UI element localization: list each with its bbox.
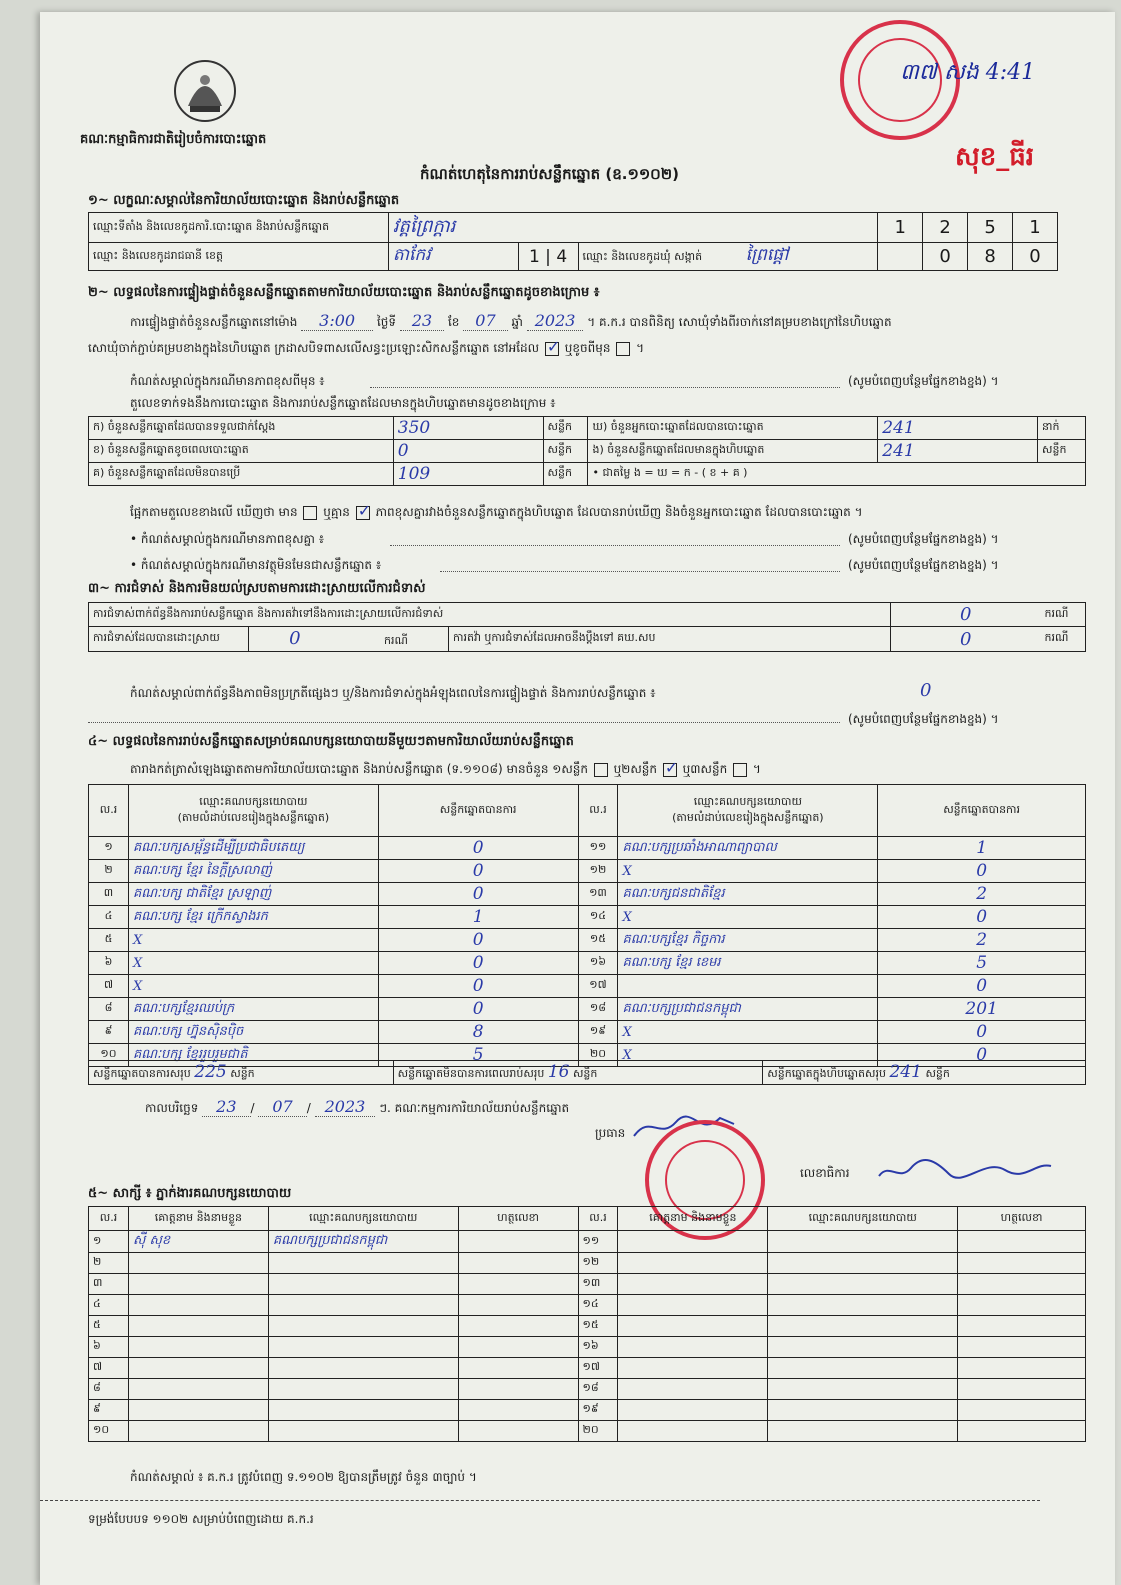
three-sheet-checkbox[interactable] — [733, 763, 747, 777]
vote-count: 8 — [378, 1021, 578, 1044]
witness-name-cell — [618, 1379, 768, 1400]
witness-signature-cell[interactable] — [458, 1358, 578, 1379]
witness-name-cell — [618, 1295, 768, 1316]
vote-count: 2 — [878, 883, 1086, 906]
witness-name-cell — [128, 1316, 268, 1337]
witness-row — [89, 1379, 1086, 1400]
row-number: ១ — [89, 1231, 129, 1253]
party-name: X — [128, 975, 378, 998]
witness-party-cell — [768, 1253, 958, 1274]
footnote: កំណត់សម្គាល់ ៖ គ.ក.រ ត្រូវបំពេញ ទ.១១០២ ឱ្យបានត្រឹមត្រូវ ចំនួន ៣ច្បាប់ ។ — [130, 1470, 477, 1484]
resolved-value: 0 ករណី — [249, 627, 449, 652]
witness-signature-cell[interactable] — [458, 1274, 578, 1295]
formula-note: • ជាតម្លៃ ង = ឃ = ក - ( ខ + គ ) — [588, 463, 1086, 486]
difference-note-line — [370, 387, 840, 388]
witness-name-cell — [128, 1379, 268, 1400]
seal-check-line: សោឃុំចាក់ភ្ជាប់គម្របខាងក្នុងនៃហិបឆ្នោត ក្រដាសបិទពាសលើសន្ធះប្រឡោះសិកសន្លឹកឆ្នោត នៅអដែល ✓ ឬខូចពីមុន ។ — [88, 341, 644, 356]
witness-row — [89, 1337, 1086, 1358]
discrepancy-line: ផ្អែកតាមតួលេខខាងលើ ឃើញថា មាន ឬគ្មាន ✓ ភាពខុសគ្នារវាងចំនួនសន្លឹកឆ្នោតក្នុងហិបឆ្នោត ដែលបានរាប់ឃើញ និងចំនួនអ្នកបោះឆ្នោត ដែលបានបោះឆ្នោត ។ — [130, 505, 863, 520]
witness-name-cell — [128, 1400, 268, 1421]
row-number: ១៩ — [578, 1021, 618, 1044]
figure-value: 241 — [878, 417, 1038, 440]
fill-back-note: (សូមបំពេញបន្ថែមផ្នែកខាងខ្នង) ។ — [848, 532, 999, 546]
witness-signature-cell[interactable] — [958, 1295, 1086, 1316]
witness-signature-cell[interactable] — [958, 1358, 1086, 1379]
witness-name-cell: ស៊ី សុខ — [128, 1231, 268, 1253]
vote-count: 5 — [378, 1044, 578, 1067]
row-number: ៩ — [89, 1021, 129, 1044]
party-name: គណៈបក្សសម្ព័ន្ធដើម្បីប្រជាធិបតេយ្យ — [128, 837, 378, 860]
witness-signature-cell[interactable] — [958, 1337, 1086, 1358]
col-name-header: គោត្តនាម និងនាមខ្លួន — [128, 1207, 268, 1231]
figure-unit: សន្លឹក — [1038, 440, 1086, 463]
commune-code-digit: 0 — [1013, 243, 1058, 271]
row-number: ១០ — [89, 1421, 129, 1442]
witness-signature-cell[interactable] — [958, 1400, 1086, 1421]
row-number: ៧ — [89, 1358, 129, 1379]
witness-party-cell — [768, 1316, 958, 1337]
figure-unit: សន្លឹក — [543, 440, 588, 463]
party-name: គណៈបក្ស ខ្មែរ ក្រើកស្វាងរក — [128, 906, 378, 929]
witness-name-cell — [128, 1358, 268, 1379]
figure-label: ក) ចំនួនសន្លឹកឆ្នោតដែលបានទទួលជាក់ស្ដែង — [89, 417, 394, 440]
row-number: ៧ — [89, 975, 129, 998]
complaints-table — [88, 602, 1086, 652]
witness-name-cell — [618, 1358, 768, 1379]
col-sign-header: ហត្ថលេខា — [458, 1207, 578, 1231]
vote-count: 201 — [878, 998, 1086, 1021]
row-number: ១៤ — [578, 906, 618, 929]
witness-party-cell — [268, 1400, 458, 1421]
vote-count: 1 — [378, 906, 578, 929]
vote-count: 2 — [878, 929, 1086, 952]
location-code-digit: 5 — [968, 213, 1013, 243]
fill-back-note: (សូមបំពេញបន្ថែមផ្នែកខាងខ្នង) ។ — [848, 374, 999, 388]
party-name: គណៈបក្ស ខ្មែរ នៃក្ដីស្រលាញ់ — [128, 860, 378, 883]
location-label: ឈ្មោះទីតាំង និងលេខកូដការិ.បោះឆ្នោត និងរាប់សន្លឹកឆ្នោត — [89, 213, 389, 243]
witness-signature-cell[interactable] — [458, 1400, 578, 1421]
witness-signature-cell[interactable] — [958, 1379, 1086, 1400]
row-number: ១៥ — [578, 929, 618, 952]
sheet-count-line: តារាងកត់ត្រាសំឡេងឆ្នោតតាមការិយាល័យបោះឆ្នោត និងរាប់សន្លឹកឆ្នោត (ទ.១១០៨) មានចំនួន ១សន្លឹក ឬ២សន្លឹក ✓ ឬ៣សន្លឹក ។ — [130, 762, 761, 777]
witness-signature-cell[interactable] — [958, 1316, 1086, 1337]
witness-party-cell — [268, 1253, 458, 1274]
row-number: ១៨ — [578, 1379, 618, 1400]
results-row — [89, 929, 1086, 952]
section2-heading: ២~ លទ្ធផលនៃការផ្ទៀងផ្ទាត់ចំនួនសន្លឹកឆ្នោតតាមការិយាល័យបោះឆ្នោត និងរាប់សន្លឹកឆ្នោតដូចខាងក្រោម ៖ — [88, 285, 600, 300]
seal-broken-checkbox[interactable] — [616, 342, 630, 356]
witness-signature-cell[interactable] — [958, 1231, 1086, 1253]
row-number: ១៩ — [578, 1400, 618, 1421]
location-code-digit: 2 — [923, 213, 968, 243]
discrepancy-yes-checkbox[interactable] — [303, 506, 317, 520]
col-no-header: ល.រ — [89, 1207, 129, 1231]
witness-party-cell — [268, 1316, 458, 1337]
committee-name: គណៈកម្មាធិការជាតិរៀបចំការបោះឆ្នោត — [80, 132, 267, 147]
location-code-digit: 1 — [1013, 213, 1058, 243]
row-number: ២០ — [578, 1421, 618, 1442]
vote-count: 0 — [878, 1044, 1086, 1067]
witness-party-cell — [268, 1421, 458, 1442]
row-number: ៨ — [89, 998, 129, 1021]
row-number: ១ — [89, 837, 129, 860]
witness-table — [88, 1206, 1086, 1442]
resolved-label: ការជំទាស់ដែលបានដោះស្រាយ — [89, 627, 249, 652]
witness-party-cell — [268, 1358, 458, 1379]
row-number: ១៦ — [578, 1337, 618, 1358]
col-no-header: ល.រ — [578, 785, 618, 837]
appeal-label: ការតវ៉ា ឬការជំទាស់ដែលអាចនឹងប្ដឹងទៅ គឃ.សប — [449, 627, 891, 652]
witness-party-cell — [768, 1231, 958, 1253]
witness-signature-cell[interactable] — [458, 1316, 578, 1337]
results-row — [89, 1021, 1086, 1044]
figure-label: ខ) ចំនួនសន្លឹកឆ្នោតខូចពេលបោះឆ្នោត — [89, 440, 394, 463]
row-number: ១៧ — [578, 1358, 618, 1379]
witness-name-cell — [618, 1316, 768, 1337]
secretary-label: លេខាធិការ — [800, 1166, 850, 1180]
bullet-difference: • កំណត់សម្គាល់ក្នុងករណីមានភាពខុសគ្នា ៖ — [130, 532, 325, 546]
irregularity-line — [88, 722, 840, 723]
witness-name-cell — [618, 1421, 768, 1442]
vote-count: 0 — [378, 952, 578, 975]
row-number: ៣ — [89, 883, 129, 906]
fill-back-note: (សូមបំពេញបន្ថែមផ្នែកខាងខ្នង) ។ — [848, 712, 999, 726]
bullet-difference-line — [390, 545, 840, 546]
commune-code-digit: 0 — [923, 243, 968, 271]
row-number: ៣ — [89, 1274, 129, 1295]
figure-value: 350 — [393, 417, 543, 440]
row-number: ១៣ — [578, 883, 618, 906]
vote-count: 0 — [378, 883, 578, 906]
col-votes-header: សន្លឹកឆ្នោតបានការ — [378, 785, 578, 837]
witness-name-cell — [618, 1400, 768, 1421]
witness-signature-cell[interactable] — [458, 1253, 578, 1274]
col-no-header: ល.រ — [578, 1207, 618, 1231]
witness-signature-cell[interactable] — [458, 1421, 578, 1442]
col-party-header: ឈ្មោះគណបក្សនយោបាយ — [268, 1207, 458, 1231]
vote-count: 0 — [378, 998, 578, 1021]
stamp-name-note: សុខ_ធីរ — [955, 142, 1035, 172]
secretary-signature — [875, 1152, 1055, 1188]
figure-value: 241 — [878, 440, 1038, 463]
results-row — [89, 837, 1086, 860]
row-number: ៤ — [89, 906, 129, 929]
figure-label: ង) ចំនួនសន្លឹកឆ្នោតដែលមានក្នុងហិបឆ្នោត — [588, 440, 878, 463]
witness-row — [89, 1421, 1086, 1442]
chair-label: ប្រធាន — [595, 1126, 626, 1140]
witness-signature-cell[interactable] — [458, 1295, 578, 1316]
witness-name-cell — [128, 1295, 268, 1316]
witness-signature-cell[interactable] — [958, 1253, 1086, 1274]
party-name: X — [128, 952, 378, 975]
figure-value: 109 — [393, 463, 543, 486]
vote-count: 0 — [378, 975, 578, 998]
document-sheet — [40, 12, 1115, 1585]
commune-code-digit: 8 — [968, 243, 1013, 271]
bullet-foreign-object: • កំណត់សម្គាល់ក្នុងករណីមានវត្ថុមិនមែនជាសន្លឹកឆ្នោត ៖ — [130, 558, 382, 572]
vote-count: 5 — [878, 952, 1086, 975]
figure-label: គ) ចំនួនសន្លឹកឆ្នោតដែលមិនបានប្រើ — [89, 463, 394, 486]
results-row — [89, 975, 1086, 998]
witness-party-cell — [268, 1295, 458, 1316]
party-name: X — [618, 1021, 878, 1044]
fill-back-note: (សូមបំពេញបន្ថែមផ្នែកខាងខ្នង) ។ — [848, 558, 999, 572]
witness-party-cell — [768, 1421, 958, 1442]
party-name: គណៈបក្ស ជាតិខ្មែរ ស្រឡាញ់ — [128, 883, 378, 906]
witness-name-cell — [618, 1337, 768, 1358]
row-number: ៦ — [89, 1337, 129, 1358]
figures-table — [88, 416, 1086, 486]
location-value: វត្តព្រៃក្ដារ — [388, 213, 877, 243]
witness-name-cell — [128, 1421, 268, 1442]
irregularity-note: កំណត់សម្គាល់ពាក់ព័ន្ធនឹងភាពមិនប្រក្រតីផ្សេងៗ ឬ/និងការជំទាស់ក្នុងអំឡុងពេលនៃការផ្ទៀងផ្ទាត់ និងការរាប់សន្លឹកឆ្នោត ៖ — [130, 686, 656, 700]
vote-count: 0 — [878, 860, 1086, 883]
party-name — [618, 975, 878, 998]
location-code-digit: 1 — [878, 213, 923, 243]
row-number: ១៣ — [578, 1274, 618, 1295]
results-table — [88, 784, 1086, 1067]
vote-count: 0 — [378, 929, 578, 952]
complaints-unit: ករណី — [1041, 603, 1086, 627]
party-name: គណៈបក្សខ្មែរ កិច្ចការ — [618, 929, 878, 952]
party-name: គណៈបក្ស ហ្វ៊ុនស៊ិនប៉ិច — [128, 1021, 378, 1044]
total-invalid: សន្លឹកឆ្នោតមិនបានការពេលរាប់សរុប 16 សន្លឹក — [393, 1061, 763, 1085]
witness-signature-cell[interactable] — [458, 1337, 578, 1358]
results-row — [89, 952, 1086, 975]
witness-party-cell — [268, 1274, 458, 1295]
witness-party-cell — [768, 1379, 958, 1400]
col-party-header: ឈ្មោះគណបក្សនយោបាយ (តាមលំដាប់លេខរៀងក្នុងសន្លឹកឆ្នោត) — [128, 785, 378, 837]
province-code: 1 | 4 — [518, 243, 578, 271]
stamp-time-handwriting: ៣៧ សង 4:41 — [900, 60, 1036, 85]
figure-label: ឃ) ចំនួនអ្នកបោះឆ្នោតដែលបានបោះឆ្នោត — [588, 417, 878, 440]
row-number: ២ — [89, 860, 129, 883]
commune-label: ឈ្មោះ និងលេខកូដឃុំ សង្កាត់ ព្រៃផ្ដៅ — [578, 243, 878, 271]
results-row — [89, 906, 1086, 929]
row-number: ១៨ — [578, 998, 618, 1021]
national-emblem-icon — [170, 56, 240, 126]
row-number: ៥ — [89, 1316, 129, 1337]
row-number: ១៥ — [578, 1316, 618, 1337]
row-number: ២០ — [578, 1044, 618, 1067]
row-number: ៥ — [89, 929, 129, 952]
section1-heading: ១~ លក្ខណៈសម្គាល់នៃការិយាល័យបោះឆ្នោត និងរាប់សន្លឹកឆ្នោត — [88, 193, 400, 208]
results-row — [89, 998, 1086, 1021]
witness-party-cell — [768, 1274, 958, 1295]
section5-heading: ៥~ សាក្សី ៖ ភ្នាក់ងារគណបក្សនយោបាយ — [88, 1186, 292, 1201]
row-number: ២ — [89, 1253, 129, 1274]
vote-count: 0 — [378, 837, 578, 860]
party-name: គណៈបក្សប្រឆាំងអាណាព្យាបាល — [618, 837, 878, 860]
figures-intro: តួលេខទាក់ទងនឹងការបោះឆ្នោត និងការរាប់សន្លឹកឆ្នោតដែលមានក្នុងហិបឆ្នោតមានដូចខាងក្រោម ៖ — [130, 396, 556, 410]
row-number: ១១ — [578, 837, 618, 860]
province-label: ឈ្មោះ និងលេខកូដរាជធានី ខេត្ត — [89, 243, 389, 271]
footer-rule — [40, 1500, 1040, 1501]
complaints-label: ការជំទាស់ពាក់ព័ន្ធនឹងការរាប់សន្លឹកឆ្នោត និងការតវ៉ាទៅនឹងការដោះស្រាយលើការជំទាស់ — [89, 603, 891, 627]
section4-heading: ៤~ លទ្ធផលនៃការរាប់សន្លឹកឆ្នោតសម្រាប់គណបក្សនយោបាយនីមួយៗតាមការិយាល័យរាប់សន្លឹកឆ្នោត — [88, 734, 574, 749]
seal-intact-checkbox[interactable] — [545, 342, 559, 356]
date-line: កាលបរិច្ឆេទ 23 / 07 / 2023 ៗ. គណៈកម្មការការិយាល័យរាប់សន្លឹកឆ្នោត — [145, 1097, 570, 1116]
witness-party-cell — [768, 1358, 958, 1379]
col-name-header: គោត្តនាម និងនាមខ្លួន — [618, 1207, 768, 1231]
difference-note-label: កំណត់សម្គាល់ក្នុងករណីមានភាពខុសពីមុន ៖ — [130, 374, 325, 388]
section3-heading: ៣~ ការជំទាស់ និងការមិនយល់ស្របតាមការដោះស្រាយលើការជំទាស់ — [88, 581, 426, 596]
witness-name-cell — [618, 1231, 768, 1253]
witness-party-cell — [768, 1337, 958, 1358]
witness-name-cell — [128, 1274, 268, 1295]
results-row — [89, 883, 1086, 906]
province-value: តាកែវ — [388, 243, 518, 271]
bullet-foreign-line — [440, 571, 840, 572]
witness-row — [89, 1358, 1086, 1379]
party-name: X — [618, 860, 878, 883]
row-number: ៤ — [89, 1295, 129, 1316]
party-name: គណៈបក្សជនជាតិខ្មែរ — [618, 883, 878, 906]
witness-signature-cell[interactable] — [958, 1421, 1086, 1442]
vote-count: 0 — [378, 860, 578, 883]
col-party-header: ឈ្មោះគណបក្សនយោបាយ — [768, 1207, 958, 1231]
results-row — [89, 860, 1086, 883]
row-number: ១៧ — [578, 975, 618, 998]
two-sheet-checkbox[interactable] — [663, 763, 677, 777]
witness-row — [89, 1231, 1086, 1253]
witness-party-cell — [268, 1379, 458, 1400]
row-number: ៩ — [89, 1400, 129, 1421]
witness-name-cell — [128, 1337, 268, 1358]
witness-party-cell — [768, 1295, 958, 1316]
page-title: កំណត់ហេតុនៃការរាប់សន្លឹកឆ្នោត (ឧ.១១០២) — [420, 165, 680, 183]
total-in-box: សន្លឹកឆ្នោតក្នុងហិបឆ្នោតសរុប 241 សន្លឹក — [763, 1061, 1086, 1085]
party-name: គណៈបក្ស ខ្មែរ ខេមរ — [618, 952, 878, 975]
witness-signature-cell[interactable] — [458, 1231, 578, 1253]
figure-unit: នាក់ — [1038, 417, 1086, 440]
figure-unit: សន្លឹក — [543, 463, 588, 486]
figure-value: 0 — [393, 440, 543, 463]
row-number: ១១ — [578, 1231, 618, 1253]
totals-table — [88, 1060, 1086, 1085]
vote-count: 0 — [878, 1021, 1086, 1044]
row-number: ៦ — [89, 952, 129, 975]
vote-count: 1 — [878, 837, 1086, 860]
party-name: X — [128, 929, 378, 952]
witness-signature-cell[interactable] — [458, 1379, 578, 1400]
party-name: គណៈបក្សខ្មែរឈប់ក្រ — [128, 998, 378, 1021]
verification-line: ការផ្ទៀងផ្ទាត់ចំនួនសន្លឹកឆ្នោតនៅម៉ោង 3:00 ថ្ងៃទី 23 ខែ 07 ឆ្នាំ 2023 ។ គ.ក.រ បានពិនិត្យ សោឃុំទាំងពីរចាក់នៅគម្របខាងក្រៅនៃហិបឆ្នោត — [130, 311, 892, 330]
discrepancy-no-checkbox[interactable] — [356, 506, 370, 520]
col-votes-header: សន្លឹកឆ្នោតបានការ — [878, 785, 1086, 837]
footer-text: ទម្រង់បែបបទ ១១០២ សម្រាប់បំពេញដោយ គ.ក.រ — [88, 1512, 314, 1526]
col-no-header: ល.រ — [89, 785, 129, 837]
party-name: គណៈបក្ស ខ្មែររួបរួមជាតិ — [128, 1044, 378, 1067]
col-sign-header: ហត្ថលេខា — [958, 1207, 1086, 1231]
party-name: គណៈបក្សប្រជាជនកម្ពុជា — [618, 998, 878, 1021]
witness-row — [89, 1400, 1086, 1421]
party-name: X — [618, 906, 878, 929]
witness-party-cell — [768, 1400, 958, 1421]
witness-row — [89, 1295, 1086, 1316]
section1-table — [88, 212, 1058, 271]
row-number: ១៤ — [578, 1295, 618, 1316]
vote-count: 0 — [878, 906, 1086, 929]
vote-count: 0 — [878, 975, 1086, 998]
row-number: ៨ — [89, 1379, 129, 1400]
witness-row — [89, 1316, 1086, 1337]
appeal-value: 0 — [891, 627, 1041, 652]
row-number: ១០ — [89, 1044, 129, 1067]
witness-name-cell — [618, 1253, 768, 1274]
row-number: ១២ — [578, 1253, 618, 1274]
witness-row — [89, 1274, 1086, 1295]
irregularity-value: 0 — [920, 680, 932, 701]
party-name: X — [618, 1044, 878, 1067]
row-number: ១៦ — [578, 952, 618, 975]
witness-party-cell: គណបក្សប្រជាជនកម្ពុជា — [268, 1231, 458, 1253]
appeal-unit: ករណី — [1041, 627, 1086, 652]
complaints-value: 0 — [891, 603, 1041, 627]
witness-signature-cell[interactable] — [958, 1274, 1086, 1295]
witness-name-cell — [618, 1274, 768, 1295]
commune-code-digit — [878, 243, 923, 271]
figure-unit: សន្លឹក — [543, 417, 588, 440]
one-sheet-checkbox[interactable] — [594, 763, 608, 777]
row-number: ១២ — [578, 860, 618, 883]
witness-row — [89, 1253, 1086, 1274]
col-party-header: ឈ្មោះគណបក្សនយោបាយ (តាមលំដាប់លេខរៀងក្នុងសន្លឹកឆ្នោត) — [618, 785, 878, 837]
total-valid: សន្លឹកឆ្នោតបានការសរុប 225 សន្លឹក — [89, 1061, 394, 1085]
witness-name-cell — [128, 1253, 268, 1274]
witness-party-cell — [268, 1337, 458, 1358]
